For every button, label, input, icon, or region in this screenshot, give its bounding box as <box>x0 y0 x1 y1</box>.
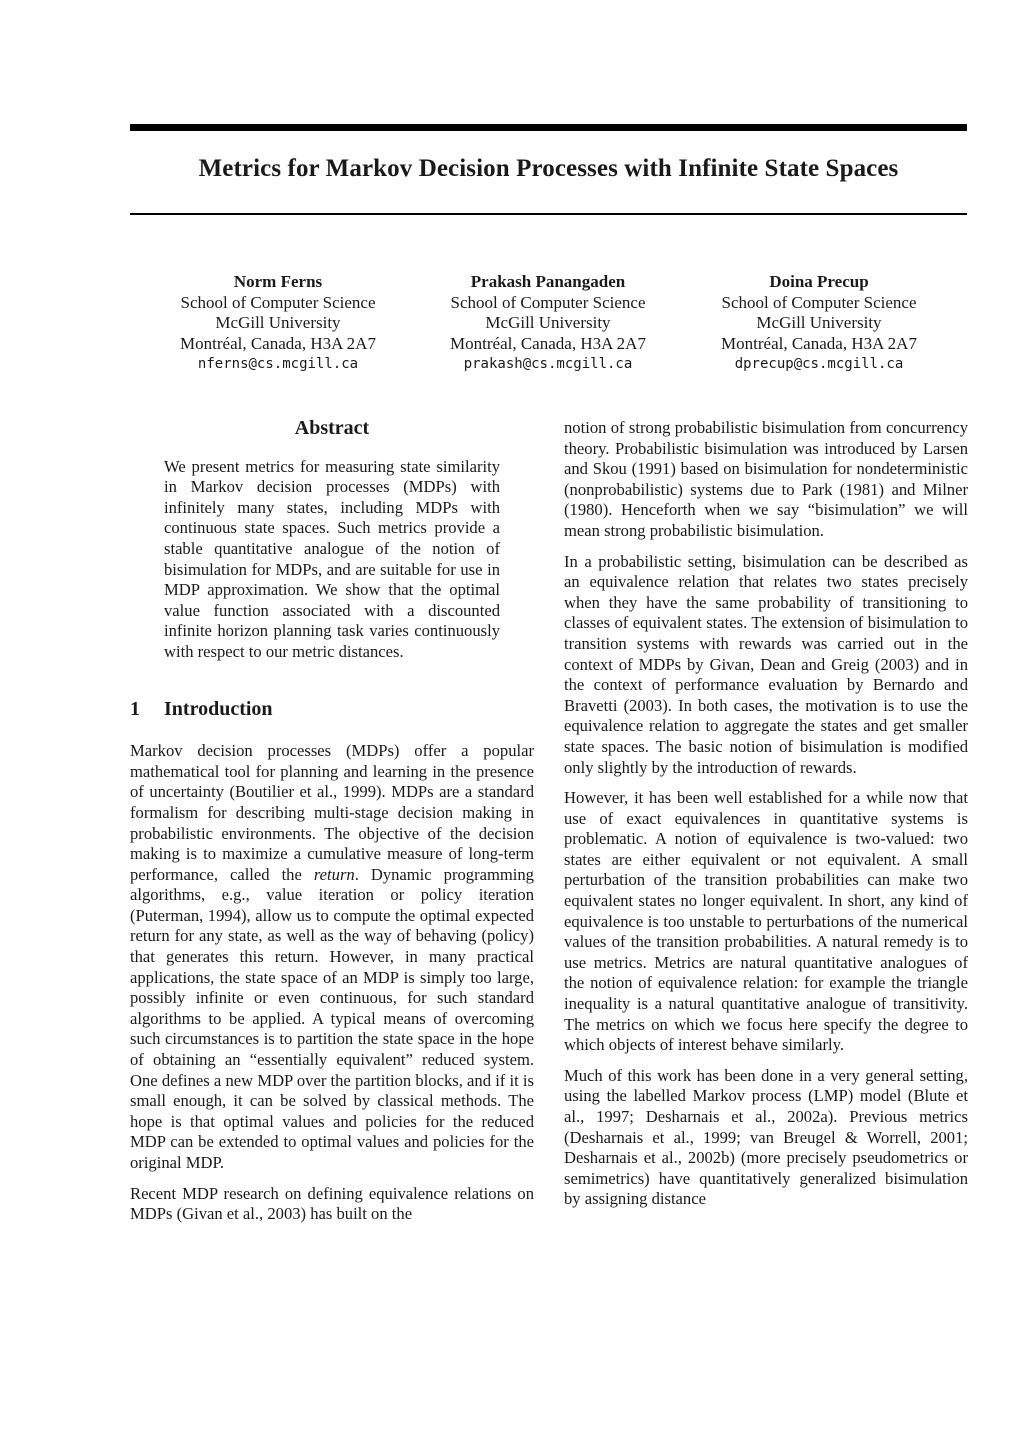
author-affiliation: School of Computer Science <box>721 292 917 312</box>
intro-paragraph <box>130 1184 534 1225</box>
author-affiliation: School of Computer Science <box>180 292 376 312</box>
author-2 <box>403 272 693 375</box>
author-email[interactable]: nferns@cs.mcgill.ca <box>197 356 359 372</box>
right-column <box>564 418 968 1220</box>
author-email[interactable]: dprecup@cs.mcgill.ca <box>734 356 904 372</box>
author-email[interactable]: prakash@cs.mcgill.ca <box>463 356 633 372</box>
author-university: McGill University <box>215 313 341 332</box>
author-1 <box>133 272 423 375</box>
author-affiliation: School of Computer Science <box>450 292 646 312</box>
abstract-heading: Abstract <box>294 417 370 439</box>
title-bottom-rule <box>130 213 967 215</box>
author-name: Norm Ferns <box>233 272 323 291</box>
author-address: Montréal, Canada, H3A 2A7 <box>721 333 917 353</box>
body-paragraph: In a probabilistic setting, bisimulation can be described as an equivalence relation that relates two states precisely when they have the same probability of transitioning to classes of equivalent states. The extension of bisimulation to transition systems with rewards was carried out in the context of MDPs by Givan, Dean and Greig (2003) and in the context of performance evaluation by Bernardo and Bravetti (2003). In both cases, the motivation is to use the equivalence relation to aggregate the states and get smaller state spaces. The basic notion of bisimulation is modified only slightly by the introduction of rewards. <box>564 551 968 777</box>
body-paragraph: notion of strong probabilistic bisimulation from concurrency theory. Probabilistic bisimulation was introduced by Larsen and Skou (1991) based on bisimulation for nondeterministic (nonprobabilistic) systems due to Park (1981) and Milner (1980). Henceforth when we say “bisimulation” we will mean strong probabilistic bisimulation. <box>564 418 968 540</box>
author-name: Doina Precup <box>769 272 869 291</box>
intro-paragraph <box>130 741 534 1173</box>
author-3 <box>674 272 964 375</box>
emphasis-term: return <box>313 864 355 884</box>
author-address: Montréal, Canada, H3A 2A7 <box>180 333 376 353</box>
section-title: Introduction <box>164 697 273 720</box>
author-block <box>130 272 967 382</box>
left-column <box>130 418 534 1235</box>
author-university: McGill University <box>485 313 611 332</box>
author-university: McGill University <box>756 313 882 332</box>
paper-title: Metrics for Markov Decision Processes with Infinite State Spaces <box>198 155 899 182</box>
title-top-rule <box>130 124 967 131</box>
text-run: Markov decision processes (MDPs) offer a popular mathematical tool for planning and learning in the presence of uncertainty (Boutilier et al., 1999). MDPs are a standard formalism for describing multi-stage decision making in probabilistic environments. The objective of the decision making is to maximize a cumulative measure of long-term performance, called the <box>130 741 534 884</box>
section-heading <box>130 699 534 720</box>
text-run: . Dynamic programming algorithms, e.g., value iteration or policy iteration (Puterman, 1994), allow us to compute the optimal expected return for any state, as well as the way of behaving (policy) that generates this return. However, in many practical applications, the state space of an MDP is simply too large, possibly infinite or even continuous, for such standard algorithms to be applied. A typical means of overcoming such circumstances is to partition the state space in the hope of obtaining an “essentially equivalent” reduced system. One defines a new MDP over the partition blocks, and if it is small enough, it can be solved by classical methods. The hope is that optimal values and policies for the reduced MDP can be extended to optimal values and policies for the original MDP. <box>130 864 534 1172</box>
author-address: Montréal, Canada, H3A 2A7 <box>450 333 646 353</box>
body-paragraph: However, it has been well established for a while now that use of exact equivalences in quantitative systems is problematic. A notion of equivalence is two-valued: two states are either equivalent or not equivalent. A small perturbation of the transition probabilities can make two equivalent states no longer equivalent. In short, any kind of equivalence is too unstable to perturbations of the numerical values of the transition probabilities. A natural remedy is to use metrics. Metrics are natural quantitative analogues of the notion of equivalence relation: for example the triangle inequality is a natural quantitative analogue of transitivity. The metrics on which we focus here specify the degree to which objects of interest behave similarly. <box>564 788 968 1055</box>
section-number: 1 <box>130 697 140 720</box>
author-name: Prakash Panangaden <box>470 272 626 291</box>
text-run: Recent MDP research on defining equivalence relations on MDPs (Givan et al., 2003) has built on the <box>130 1183 534 1224</box>
abstract-text: We present metrics for measuring state similarity in Markov decision processes (MDPs) with infinitely many states, including MDPs with continuous state spaces. Such metrics provide a stable quantitative analogue of the notion of bisimulation for MDPs, and are suitable for use in MDP approximation. We show that the optimal value function associated with a discounted infinite horizon planning task varies continuously with respect to our metric distances. <box>164 456 500 661</box>
body-paragraph: Much of this work has been done in a very general setting, using the labelled Markov process (LMP) model (Blute et al., 1997; Desharnais et al., 2002a). Previous metrics (Desharnais et al., 1999; van Breugel & Worrell, 2001; Desharnais et al., 2002b) (more precisely pseudometrics or semimetrics) have quantitatively generalized bisimulation by assigning distance <box>564 1065 968 1209</box>
